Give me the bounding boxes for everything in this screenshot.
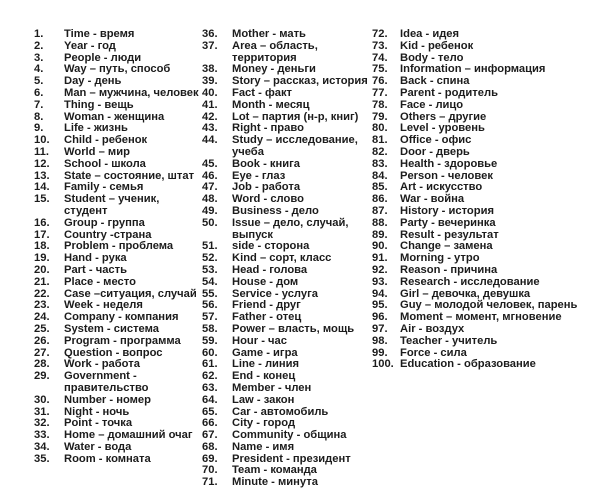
item-number: 16. (34, 216, 50, 229)
item-number: 88. (372, 216, 388, 229)
word-translation: Group - группа (64, 216, 145, 229)
item-number: 63. (202, 381, 218, 394)
item-number: 10. (34, 134, 50, 147)
word-list-item (202, 265, 370, 277)
word-translation: Party - вечеринка (400, 216, 496, 229)
item-number: 37. (202, 39, 218, 52)
word-translation: Night - ночь (64, 405, 130, 418)
word-translation: Result - результат (400, 228, 499, 241)
word-list-item (34, 442, 202, 454)
word-translation: Book - книга (232, 157, 301, 170)
word-list-item (34, 29, 202, 41)
word-list-item (372, 100, 588, 112)
word-translation: Place - место (64, 275, 136, 288)
item-number: 25. (34, 322, 50, 335)
word-translation: Kind – сорт, класс (232, 252, 332, 265)
item-number: 15. (34, 193, 50, 206)
word-list-item (202, 135, 370, 159)
word-list-item (34, 41, 202, 53)
item-number: 92. (372, 263, 388, 276)
item-number: 19. (34, 252, 50, 265)
word-translation: Friend - друг (232, 299, 301, 312)
item-number: 80. (372, 122, 388, 135)
item-number: 45. (202, 157, 218, 170)
word-list-item (202, 206, 370, 218)
item-number: 73. (372, 39, 388, 52)
item-number: 40. (202, 86, 218, 99)
item-number: 97. (372, 322, 388, 335)
word-list-item (202, 41, 370, 65)
item-number: 2. (34, 39, 44, 52)
word-list-item (202, 383, 370, 395)
item-number: 32. (34, 417, 50, 430)
word-translation: Thing - вещь (64, 98, 134, 111)
word-translation: Level - уровень (400, 122, 485, 135)
item-number: 95. (372, 299, 388, 312)
word-translation: Student – ученик, студент (64, 193, 160, 217)
word-column-2 (202, 29, 370, 489)
word-list-item (202, 88, 370, 100)
item-number: 24. (34, 311, 50, 324)
item-number: 35. (34, 452, 50, 465)
item-number: 85. (372, 181, 388, 194)
word-list-item (34, 159, 202, 171)
word-translation: Home – домашний очаг (64, 429, 193, 442)
item-number: 89. (372, 228, 388, 241)
item-number: 51. (202, 240, 218, 253)
item-number: 26. (34, 334, 50, 347)
item-number: 83. (372, 157, 388, 170)
word-list-item (202, 277, 370, 289)
word-column-3 (372, 29, 588, 371)
word-translation: Health - здоровье (400, 157, 498, 170)
word-translation: Face - лицо (400, 98, 464, 111)
word-translation: Game - игра (232, 346, 298, 359)
item-number: 50. (202, 216, 218, 229)
item-number: 38. (202, 63, 218, 76)
word-translation: Team - команда (232, 464, 317, 477)
item-number: 9. (34, 122, 44, 135)
item-number: 58. (202, 322, 218, 335)
word-translation: Community - община (232, 429, 347, 442)
item-number: 82. (372, 145, 388, 158)
item-number: 22. (34, 287, 50, 300)
word-list-item (372, 324, 588, 336)
item-number: 44. (202, 134, 218, 147)
item-number: 90. (372, 240, 388, 253)
word-translation: Job - работа (232, 181, 301, 194)
word-list-item (372, 88, 588, 100)
word-translation: Hand - рука (64, 252, 127, 265)
word-translation: Moment – момент, мгновение (400, 311, 562, 324)
item-number: 93. (372, 275, 388, 288)
word-list-item (34, 194, 202, 218)
word-translation: Month - месяц (232, 98, 310, 111)
item-number: 5. (34, 75, 44, 88)
item-number: 55. (202, 287, 218, 300)
word-translation: Money - деньги (232, 63, 316, 76)
item-number: 27. (34, 346, 50, 359)
word-translation: Office - офис (400, 134, 472, 147)
item-number: 29. (34, 370, 50, 383)
word-translation: History - история (400, 204, 494, 217)
word-list-item (34, 277, 202, 289)
word-list-item (202, 442, 370, 454)
word-list-item (372, 159, 588, 171)
word-list-item (202, 218, 370, 242)
item-number: 72. (372, 28, 388, 40)
word-translation: Week - неделя (64, 299, 143, 312)
item-number: 1. (34, 28, 44, 40)
word-translation: Car - автомобиль (232, 405, 329, 418)
word-translation: Water - вода (64, 440, 132, 453)
item-number: 13. (34, 169, 50, 182)
word-translation: House - дом (232, 275, 299, 288)
word-translation: Member - член (232, 381, 312, 394)
item-number: 87. (372, 204, 388, 217)
item-number: 60. (202, 346, 218, 359)
item-number: 76. (372, 75, 388, 88)
item-number: 12. (34, 157, 50, 170)
word-translation: Guy – молодой человек, парень (400, 299, 578, 312)
word-translation: Service - услуга (232, 287, 318, 300)
item-number: 52. (202, 252, 218, 265)
word-list-item (202, 100, 370, 112)
word-translation: Company - компания (64, 311, 179, 324)
item-number: 70. (202, 464, 218, 477)
item-number: 4. (34, 63, 44, 76)
word-translation: Woman - женщина (64, 110, 165, 123)
word-translation: Girl – девочка, девушка (400, 287, 531, 300)
item-number: 91. (372, 252, 388, 265)
word-list-item (372, 206, 588, 218)
word-translation: Program - программа (64, 334, 181, 347)
word-translation: Fact - факт (232, 86, 293, 99)
word-translation: Study – исследование, учеба (232, 134, 358, 158)
item-number: 99. (372, 346, 388, 359)
word-translation: Room - комната (64, 452, 151, 465)
item-number: 36. (202, 28, 218, 40)
word-translation: Head - голова (232, 263, 308, 276)
item-number: 67. (202, 429, 218, 442)
word-translation: Government - правительство (64, 370, 149, 394)
item-number: 43. (202, 122, 218, 135)
word-translation: Air - воздух (400, 322, 465, 335)
item-number: 7. (34, 98, 44, 111)
item-number: 34. (34, 440, 50, 453)
item-number: 31. (34, 405, 50, 418)
word-translation: Family - семья (64, 181, 144, 194)
word-translation: War - война (400, 193, 465, 206)
item-number: 39. (202, 75, 218, 88)
word-translation: Others – другие (400, 110, 487, 123)
word-translation: Work - работа (64, 358, 140, 371)
word-list-item (34, 336, 202, 348)
item-number: 11. (34, 145, 49, 158)
item-number: 69. (202, 452, 218, 465)
word-list-item (202, 336, 370, 348)
word-translation: Way – путь, способ (64, 63, 171, 76)
word-translation: Issue – дело, случай, выпуск (232, 216, 349, 241)
word-translation: Day - день (64, 75, 122, 88)
item-number: 100. (372, 358, 394, 371)
item-number: 98. (372, 334, 388, 347)
word-translation: City - город (232, 417, 296, 430)
item-number: 28. (34, 358, 50, 371)
word-translation: Teacher - учитель (400, 334, 498, 347)
item-number: 33. (34, 429, 50, 442)
word-translation: Mother - мать (232, 28, 306, 40)
word-translation: Problem - проблема (64, 240, 174, 253)
item-number: 62. (202, 370, 218, 383)
word-translation: Person - человек (400, 169, 493, 182)
word-translation: Back - спина (400, 75, 470, 88)
item-number: 48. (202, 193, 218, 206)
word-translation: People - люди (64, 51, 142, 64)
word-list-item (34, 324, 202, 336)
word-translation: Father - отец (232, 311, 302, 324)
word-list-item (34, 265, 202, 277)
item-number: 20. (34, 263, 50, 276)
word-list-item (372, 277, 588, 289)
word-list-item (372, 147, 588, 159)
item-number: 84. (372, 169, 388, 182)
item-number: 57. (202, 311, 218, 324)
item-number: 81. (372, 134, 388, 147)
word-list-item (372, 336, 588, 348)
word-translation: State – состояние, штат (64, 169, 195, 182)
word-list-item (202, 477, 370, 489)
item-number: 21. (34, 275, 50, 288)
item-number: 8. (34, 110, 44, 123)
item-number: 3. (34, 51, 44, 64)
item-number: 94. (372, 287, 388, 300)
item-number: 41. (202, 98, 218, 111)
word-translation: System - система (64, 322, 159, 335)
word-translation: Idea - идея (400, 28, 460, 40)
item-number: 49. (202, 204, 218, 217)
word-list-item (372, 265, 588, 277)
item-number: 53. (202, 263, 218, 276)
item-number: 23. (34, 299, 50, 312)
word-translation: Minute - минута (232, 476, 318, 489)
item-number: 30. (34, 393, 50, 406)
word-list-item (34, 218, 202, 230)
word-list-item (372, 359, 588, 371)
word-list-item (34, 147, 202, 159)
word-translation: Art - искусство (400, 181, 483, 194)
word-translation: Door - дверь (400, 145, 470, 158)
item-number: 17. (34, 228, 50, 241)
item-number: 68. (202, 440, 218, 453)
item-number: 79. (372, 110, 388, 123)
word-translation: Point - точка (64, 417, 133, 430)
word-translation: Education - образование (400, 358, 536, 371)
word-translation: Eye - глаз (232, 169, 286, 182)
word-translation: Kid - ребенок (400, 39, 474, 52)
item-number: 54. (202, 275, 218, 288)
word-translation: Case –ситуация, случай (64, 287, 197, 300)
item-number: 42. (202, 110, 218, 123)
word-translation: Year - год (64, 39, 116, 52)
word-translation: side - сторона (232, 240, 310, 253)
word-translation: Morning - утро (400, 252, 480, 265)
word-translation: Time - время (64, 28, 135, 40)
word-translation: Business - дело (232, 204, 319, 217)
word-translation: Research - исследование (400, 275, 540, 288)
word-translation: Lot – партия (н-р, книг) (232, 110, 359, 123)
word-translation: Name - имя (232, 440, 295, 453)
word-translation: Information – информация (400, 63, 546, 76)
word-translation: Force - сила (400, 346, 467, 359)
word-translation: School - школа (64, 157, 146, 170)
item-number: 75. (372, 63, 388, 76)
item-number: 64. (202, 393, 218, 406)
item-number: 78. (372, 98, 388, 111)
word-list-item (372, 41, 588, 53)
word-list-item (202, 159, 370, 171)
word-translation: President - президент (232, 452, 351, 465)
word-translation: Man – мужчина, человек (64, 86, 199, 99)
word-translation: Parent - родитель (400, 86, 498, 99)
word-translation: Number - номер (64, 393, 151, 406)
word-translation: Country -страна (64, 228, 152, 241)
item-number: 56. (202, 299, 218, 312)
word-translation: Story – рассказ, история (232, 75, 368, 88)
item-number: 74. (372, 51, 388, 64)
item-number: 86. (372, 193, 388, 206)
word-translation: World – мир (64, 145, 130, 158)
word-list-item (34, 88, 202, 100)
word-list-item (202, 395, 370, 407)
word-translation: Right - право (232, 122, 304, 135)
word-translation: Question - вопрос (64, 346, 163, 359)
word-column-1 (34, 29, 202, 465)
item-number: 66. (202, 417, 218, 430)
item-number: 46. (202, 169, 218, 182)
item-number: 77. (372, 86, 388, 99)
word-translation: Body - тело (400, 51, 464, 64)
word-translation: Child - ребенок (64, 134, 148, 147)
item-number: 6. (34, 86, 44, 99)
item-number: 47. (202, 181, 218, 194)
item-number: 71. (202, 476, 218, 489)
word-translation: Life - жизнь (64, 122, 128, 135)
word-translation: Reason - причина (400, 263, 498, 276)
word-list-item (34, 100, 202, 112)
item-number: 61. (202, 358, 218, 371)
item-number: 65. (202, 405, 218, 418)
item-number: 96. (372, 311, 388, 324)
word-list-item (34, 395, 202, 407)
word-translation: Word - слово (232, 193, 304, 206)
word-translation: Change – замена (400, 240, 493, 253)
word-list-item (34, 371, 202, 395)
word-translation: Area – область, территория (232, 39, 318, 64)
word-translation: End - конец (232, 370, 296, 383)
word-list-item (202, 324, 370, 336)
word-list-item (372, 218, 588, 230)
word-translation: Hour - час (232, 334, 287, 347)
word-translation: Part - часть (64, 263, 128, 276)
word-translation: Law - закон (232, 393, 295, 406)
word-list-item (34, 454, 202, 466)
item-number: 14. (34, 181, 50, 194)
word-translation: Power – власть, мощь (232, 322, 355, 335)
item-number: 59. (202, 334, 218, 347)
item-number: 18. (34, 240, 50, 253)
word-translation: Line - линия (232, 358, 300, 371)
